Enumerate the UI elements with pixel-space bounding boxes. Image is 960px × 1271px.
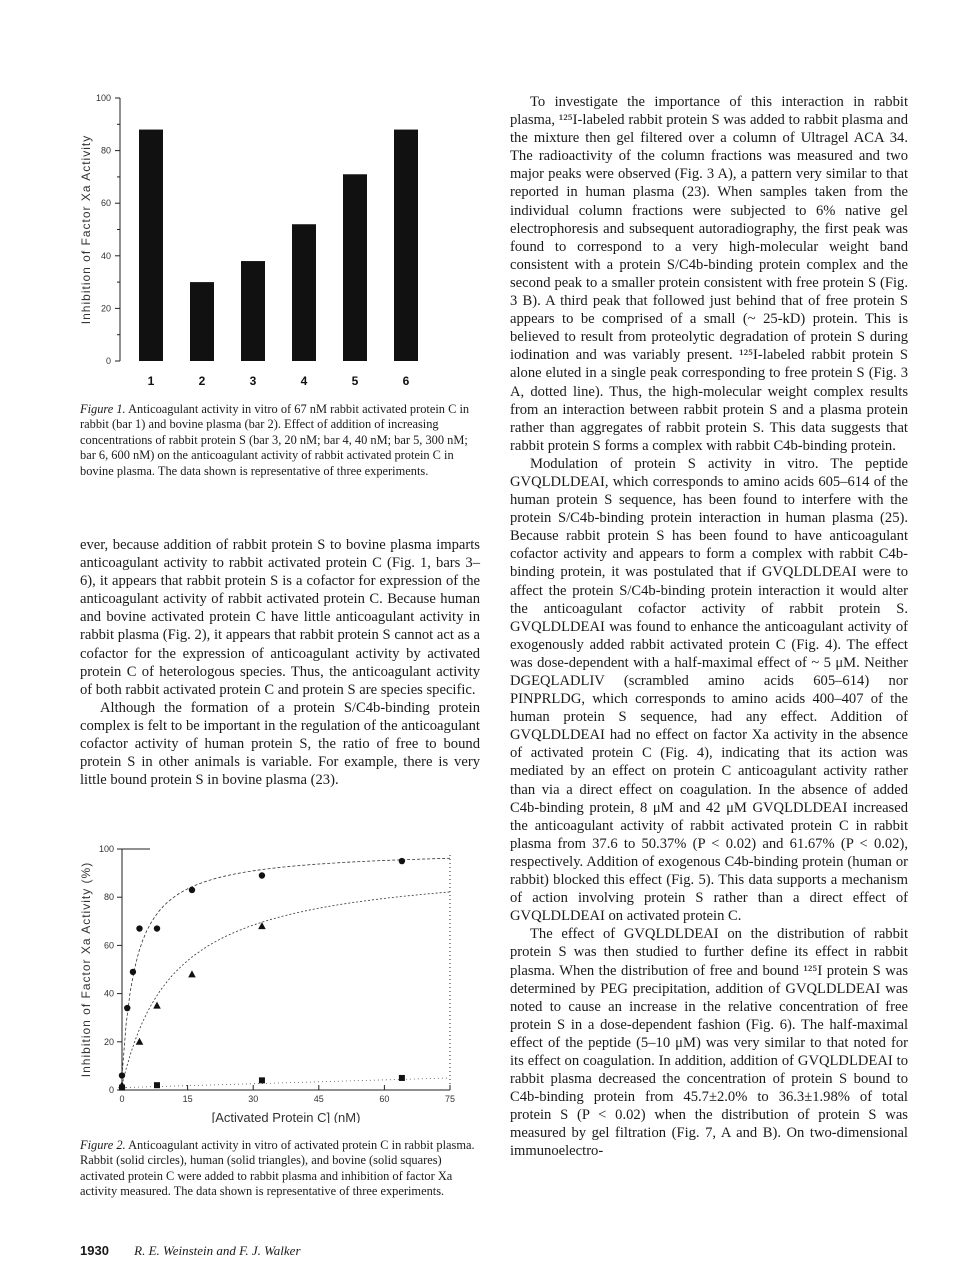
data-points	[118, 858, 405, 1091]
point-circle	[259, 872, 265, 878]
point-square	[119, 1085, 125, 1091]
point-circle	[399, 858, 405, 864]
point-circle	[189, 887, 195, 893]
bar	[292, 224, 316, 361]
figure-2-chart	[78, 843, 480, 1123]
point-triangle	[188, 970, 196, 977]
figure-2	[78, 843, 480, 1123]
x-axis-label: [Activated Protein C] (nM)	[211, 1110, 361, 1123]
y-tick-label: 60	[103, 940, 114, 951]
x-tick-label: 75	[444, 1094, 456, 1104]
y-axis	[96, 93, 120, 366]
x-tick-label: 60	[379, 1094, 390, 1104]
bar	[139, 130, 163, 361]
y-tick-label: 80	[103, 892, 114, 903]
y-tick-label: 100	[98, 844, 114, 854]
bar	[394, 130, 418, 361]
paragraph: ever, because addition of rabbit protein S to bovine plasma imparts anticoagulant activity to rabbit activated protein C (Fig. 1, bars 3–6), it appears that rabbit protein S is a cofactor for expression of the anticoagulant activity of rabbit activated protein C. Because human and bovine activated protein C have little anticoagulant activity in rabbit plasma (Fig. 2), it appears that rabbit protein S cannot act as a cofactor for the expression of anticoagulant activity by activated protein C of heterologous species. Thus, the anticoagulant activity of both rabbit activated protein C and protein S are species specific.	[80, 537, 480, 698]
paragraph: The effect of GVQLDLDEAI on the distribution of rabbit protein S was then studied to further define its effect in rabbit plasma. When the distribution of free and bound ¹²⁵I protein S was determined by PEG precipitation, addition of GVQLDLDEAI was noted to cause an increase in the relative concentration of free protein S in a dose-dependent fashion (Fig. 6). The half-maximal effect of the peptide (5–10 μM) was very similar to that noted for its effect on coagulation. In addition, addition of GVQLDLDEAI to rabbit plasma decreased the concentration of protein S bound to C4b-binding protein from 45.7±2.0% to 36.3±1.98% of total protein S (P < 0.02) when the distribution of protein S was measured by gel filtration (Fig. 7, A and B). On two-dimensional immunoelectro-	[510, 926, 908, 1160]
y-axis-label: Inhibition of Factor Xa Activity	[79, 134, 93, 325]
y-tick-label: 0	[105, 356, 111, 366]
caption-text: Anticoagulant activity in vitro of 67 nM rabbit activated protein C in rabbit (bar 1) and bovine plasma (bar 2). Effect of addition of increasing concentrations of rabbit protein S (bar 3, 20 nM; bar 4, 40 nM; bar 5, 300 nM; bar 6, 600 nM) on the anticoagulant activity of rabbit activated protein C in bovine plasma. The data shown is representative of three experiments.	[80, 402, 470, 478]
category-label: 1	[147, 374, 155, 388]
page-footer	[80, 1243, 301, 1259]
y-tick-label: 20	[100, 303, 111, 314]
category-label: 5	[351, 374, 359, 388]
page-number: 1930	[80, 1243, 109, 1258]
point-circle	[119, 1072, 125, 1078]
caption-label: Figure 2.	[80, 1138, 126, 1152]
paragraph: To investigate the importance of this interaction in rabbit plasma, ¹²⁵I-labeled rabbit protein S was added to rabbit plasma and the mixture then gel filtered over a column of Ultragel ACA 34. The radioactivity of the column fractions was measured and two major peaks were observed (Fig. 3 A), a pattern very similar to that reported in human plasma (23). When samples taken from the individual column fractions were subjected to 6% native gel electrophoresis and subsequent autoradiography, the first peak was found to correspond to a very high-molecular weight band consistent with a protein S/C4b-binding protein complex and the second peak to a smaller protein consistent with free protein S (Fig. 3 B). A third peak that followed just behind that of free protein S appears to be comprised of a small (~ 25-kD) protein. This is believed to result from proteolytic degradation of protein S during iodination and was variably present. ¹²⁵I-labeled rabbit protein S alone eluted in a single peak corresponding to free protein S (Fig. 3 A, dotted line). Thus, the high-molecular weight complex results from an interaction between rabbit protein S and a plasma protein rather than aggregates of rabbit protein S. This data suggests that rabbit protein S forms a complex with rabbit C4b-binding protein.	[510, 94, 908, 454]
y-axis-label: Inhibition of Factor Xa Activity (%)	[79, 861, 93, 1078]
category-label: 3	[249, 374, 257, 388]
y-tick-label: 0	[108, 1085, 114, 1095]
y-tick-label: 80	[100, 145, 111, 156]
bar	[190, 282, 214, 361]
axes	[99, 844, 455, 1104]
fit-curve-rabbit	[122, 858, 450, 1075]
x-tick-label: 30	[248, 1094, 259, 1104]
bar	[241, 261, 265, 361]
left-column-text	[80, 536, 480, 789]
category-label: 6	[402, 374, 410, 388]
point-triangle	[153, 1002, 161, 1009]
point-circle	[154, 925, 160, 931]
y-tick-label: 20	[103, 1036, 114, 1047]
caption-label: Figure 1.	[80, 402, 126, 416]
paragraph: Modulation of protein S activity in vitro. The peptide GVQLDLDEAI, which corresponds to amino acids 605–614 of the human protein S sequence, has been found to interfere with the protein S/C4b-binding protein interaction in human plasma (25). Because rabbit protein S has been found to have anticoagulant cofactor activity and appears to form a complex with rabbit C4b-binding protein, it was postulated that if GVQLDLDEAI were to affect the protein S/C4b-binding protein interaction it would alter the anticoagulant cofactor activity of rabbit protein S. GVQLDLDEAI was found to enhance the anticoagulant activity of exogenously added rabbit activated protein C (Fig. 4). The effect was dose-dependent with a half-maximal effect of ~ 5 μM. Neither DGEQLADLIV (scrambled amino acids 605–614) nor PINPRLDG, which corresponds to amino acids 400–407 of the human protein S sequence, had any effect. Addition of GVQLDLDEAI had no effect on factor Xa activity in the absence of activated protein C (Fig. 4), indicating that its action was mediated by an effect on protein C anticoagulant activity rather than via a direct effect on coagulation. In the absence of added C4b-binding protein, 8 μM and 42 μM GVQLDLDEAI increased the anticoagulant activity of rabbit activated protein C in rabbit plasma from 37.6 to 50.37% (P < 0.02) and 61.67% (P < 0.02), respectively. Addition of exogenous C4b-binding protein (human or rabbit) blocked this effect (Fig. 5). This data supports a mechanism of action involving protein S rather than a direct effect of GVQLDLDEAI on activated protein C.	[510, 455, 908, 925]
point-circle	[124, 1005, 130, 1011]
category-labels	[148, 374, 410, 388]
y-tick-label: 40	[100, 250, 111, 261]
figure-1-chart	[78, 88, 480, 388]
point-circle	[136, 925, 142, 931]
fit-curve-human	[122, 892, 450, 1085]
x-tick-label: 45	[313, 1094, 324, 1104]
point-triangle	[136, 1038, 144, 1045]
point-square	[399, 1075, 405, 1081]
x-tick-label: 0	[119, 1094, 125, 1104]
running-authors: R. E. Weinstein and F. J. Walker	[134, 1243, 301, 1258]
y-tick-label: 40	[103, 988, 114, 999]
right-column-text	[510, 93, 908, 1161]
point-square	[259, 1077, 265, 1083]
category-label: 4	[300, 374, 308, 388]
caption-text: Anticoagulant activity in vitro of activated protein C in rabbit plasma. Rabbit (solid circles), human (solid triangles), and bovine (solid squares) activated protein C were added to rabbit plasma and inhibition of factor Xa activity measured. The data shown is representative of three experiments.	[80, 1138, 475, 1199]
point-square	[154, 1082, 160, 1088]
y-tick-label: 100	[95, 93, 111, 103]
bar	[343, 174, 367, 361]
figure-1-caption	[80, 402, 480, 479]
figure-1	[78, 88, 480, 388]
fitted-curves	[122, 858, 450, 1087]
point-circle	[130, 969, 136, 975]
x-tick-label: 15	[182, 1094, 193, 1104]
category-label: 2	[198, 374, 206, 388]
figure-2-caption	[80, 1138, 480, 1200]
bars	[139, 130, 418, 361]
paragraph: Although the formation of a protein S/C4b-binding protein complex is felt to be important in the regulation of the anticoagulant cofactor activity of human protein S, the ratio of free to bound protein S in other animals is variable. For example, there is very little bound protein S in bovine plasma (23).	[80, 699, 480, 789]
y-tick-label: 60	[100, 198, 111, 209]
